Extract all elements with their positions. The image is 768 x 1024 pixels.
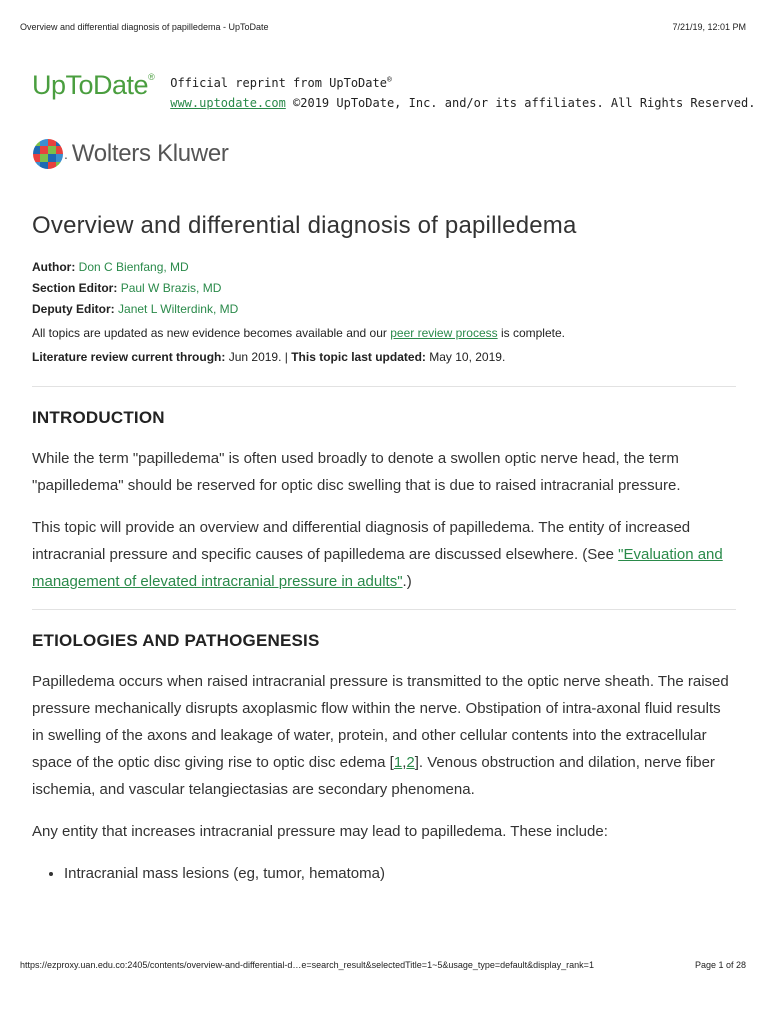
list-item: • Intracranial mass lesions (eg, tumor, hematoma) [64, 860, 736, 887]
introduction-heading: INTRODUCTION [32, 408, 165, 427]
uptodate-url-link[interactable]: www.uptodate.com [170, 96, 286, 110]
section-editor-name[interactable]: Paul W Brazis, MD [120, 281, 222, 295]
intro-paragraph-1: While the term "papilledema" is often used broadly to denote a swollen optic nerve head, the term "papilledema" should be reserved for optic disc swelling that is due to raised intracranial pressure. [32, 450, 681, 494]
etiology-list [32, 860, 736, 887]
peer-review-link[interactable]: peer review process [390, 326, 498, 340]
article-credits: Author: Don C Bienfang, MD Section Editor: Paul W Brazis, MD Deputy Editor: Janet L Wilterdink, MD [32, 260, 239, 316]
publisher-dot: . [64, 146, 68, 162]
print-footer-url: https://ezproxy.uan.edu.co:2405/contents/overview-and-differential-d…e=search_result&selectedTitle=1~5&usage_type=default&display_rank=1 [20, 960, 594, 970]
divider [32, 386, 736, 387]
article-content [32, 212, 736, 887]
literature-review-line: Literature review current through: Jun 2019. | This topic last updated: May 10, 2019. [32, 350, 506, 364]
reference-link-2[interactable]: 2 [406, 754, 415, 771]
divider [32, 609, 736, 610]
etiology-paragraph-1: Papilledema occurs when raised intracranial pressure is transmitted to the optic nerve sheath. The raised pressure mechanically disrupts axoplasmic flow within the nerve. Obstipation of intra-axonal fluid results in swelling of the axons and leakage of water, protein, and other cellular contents into the extracellular space of the optic disc giving rise to optic disc edema [1,2]. Venous obstruction and dilation, nerve fiber ischemia, and vascular telangiectasias are secondary phenomena. [32, 673, 729, 798]
etiologies-heading: ETIOLOGIES AND PATHOGENESIS [32, 631, 320, 650]
print-footer [20, 960, 746, 970]
copyright-text: ©2019 UpToDate, Inc. and/or its affiliates. All Rights Reserved. [285, 96, 756, 110]
publisher-name: Wolters Kluwer [71, 140, 229, 167]
elevated-icp-link[interactable]: "Evaluation and management of elevated intracranial pressure in adults" [32, 546, 723, 590]
brand-row [32, 70, 755, 113]
print-header [20, 22, 746, 32]
reprint-line: Official reprint from UpToDate [170, 76, 387, 90]
wolters-kluwer-globe-icon [32, 138, 64, 170]
print-header-datetime: 7/21/19, 12:01 PM [672, 22, 746, 32]
update-note: All topics are updated as new evidence becomes available and our peer review process is complete. [32, 326, 565, 340]
deputy-editor-name[interactable]: Janet L Wilterdink, MD [118, 302, 239, 316]
author-name[interactable]: Don C Bienfang, MD [78, 260, 189, 274]
page-number: Page 1 of 28 [694, 960, 746, 970]
print-header-title: Overview and differential diagnosis of papilledema - UpToDate [20, 22, 269, 32]
etiology-paragraph-2: Any entity that increases intracranial pressure may lead to papilledema. These include: [32, 823, 608, 840]
reprint-notice: Official reprint from UpToDate® www.uptodate.com ©2019 UpToDate, Inc. and/or its affiliates. All Rights Reserved. [170, 75, 756, 110]
uptodate-logo[interactable]: UpToDate® [32, 70, 155, 100]
article-title: Overview and differential diagnosis of papilledema [32, 212, 577, 239]
reference-link-1[interactable]: 1 [393, 754, 403, 771]
publisher-logo [32, 138, 229, 170]
intro-paragraph-2: This topic will provide an overview and differential diagnosis of papilledema. The entity of increased intracranial pressure and specific causes of papilledema are discussed elsewhere. (See "Evaluation and management of elevated intracranial pressure in adults".) [32, 519, 723, 590]
